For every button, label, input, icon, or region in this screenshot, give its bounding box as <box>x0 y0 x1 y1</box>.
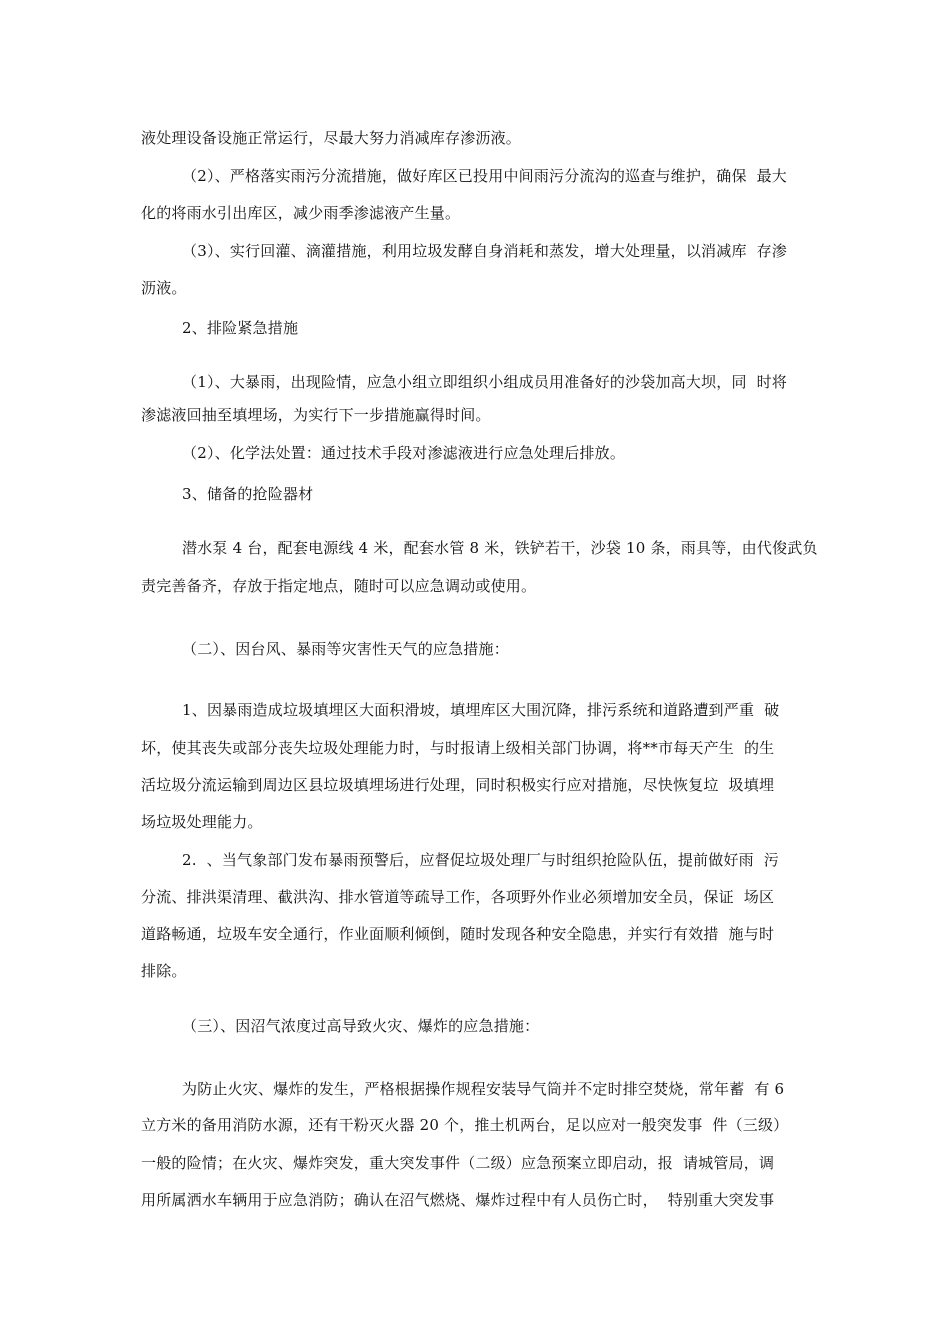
text-line: 潜水泵 4 台，配套电源线 4 米，配套水管 8 米，铁铲若干，沙袋 10 条，雨具等，由代俊武负 <box>182 539 818 557</box>
text-line: 道路畅通，垃圾车安全通行，作业面顺利倾倒，随时发现各种安全隐患，并实行有效措 施与时 <box>141 925 775 943</box>
text-line: 用所属洒水车辆用于应急消防；确认在沼气燃烧、爆炸过程中有人员伤亡时， 特别重大突发事 <box>141 1191 775 1209</box>
text-line: 责完善备齐，存放于指定地点，随时可以应急调动或使用。 <box>141 577 537 595</box>
text-line: 坏，使其丧失或部分丧失垃圾处理能力时，与时报请上级相关部门协调，将**市每天产生 的生 <box>141 739 775 757</box>
text-line: 分流、排洪渠清理、截洪沟、排水管道等疏导工作，各项野外作业必须增加安全员，保证 场区 <box>141 888 775 906</box>
text-line: 化的将雨水引出库区，减少雨季渗滤液产生量。 <box>141 204 461 222</box>
text-line: 场垃圾处理能力。 <box>141 813 263 831</box>
text-line: 渗滤液回抽至填埋场，为实行下一步措施赢得时间。 <box>141 406 491 424</box>
text-line: 一般的险情；在火灾、爆炸突发，重大突发事件（二级）应急预案立即启动，报 请城管局，调 <box>141 1154 775 1172</box>
section-heading: 3、储备的抢险器材 <box>182 485 314 503</box>
section-heading: （三）、因沼气浓度过高导致火灾、爆炸的应急措施： <box>182 1017 540 1035</box>
text-line: 为防止火灾、爆炸的发生，严格根据操作规程安装导气筒并不定时排空焚烧，常年蓄 有 6 <box>182 1080 785 1098</box>
text-line: 液处理设备设施正常运行，尽最大努力消减库存渗沥液。 <box>141 129 522 147</box>
text-line: 1、因暴雨造成垃圾填埋区大面积滑坡，填埋库区大围沉降，排污系统和道路遭到严重 破 <box>182 701 780 719</box>
text-line: （1）、大暴雨，出现险情，应急小组立即组织小组成员用准备好的沙袋加高大坝，同 时将 <box>182 373 787 391</box>
section-heading: 2、排险紧急措施 <box>182 319 299 337</box>
text-line: （2）、化学法处置：通过技术手段对渗滤液进行应急处理后排放。 <box>182 444 626 462</box>
section-heading: （二）、因台风、暴雨等灾害性天气的应急措施： <box>182 640 509 658</box>
text-line: 活垃圾分流运输到周边区县垃圾填埋场进行处理，同时积极实行应对措施，尽快恢复垃 圾填埋 <box>141 776 775 794</box>
text-line: （2）、严格落实雨污分流措施，做好库区已投用中间雨污分流沟的巡查与维护，确保 最大 <box>182 167 787 185</box>
text-line: 沥液。 <box>141 279 187 297</box>
text-line: （3）、实行回灌、滴灌措施，利用垃圾发酵自身消耗和蒸发，增大处理量，以消减库 存渗 <box>182 242 787 260</box>
text-line: 2. 、当气象部门发布暴雨预警后，应督促垃圾处理厂与时组织抢险队伍，提前做好雨 污 <box>182 851 779 869</box>
text-line: 排除。 <box>141 962 187 980</box>
text-line: 立方米的备用消防水源，还有干粉灭火器 20 个，推土机两台，足以应对一般突发事 件（三级） <box>141 1116 789 1134</box>
